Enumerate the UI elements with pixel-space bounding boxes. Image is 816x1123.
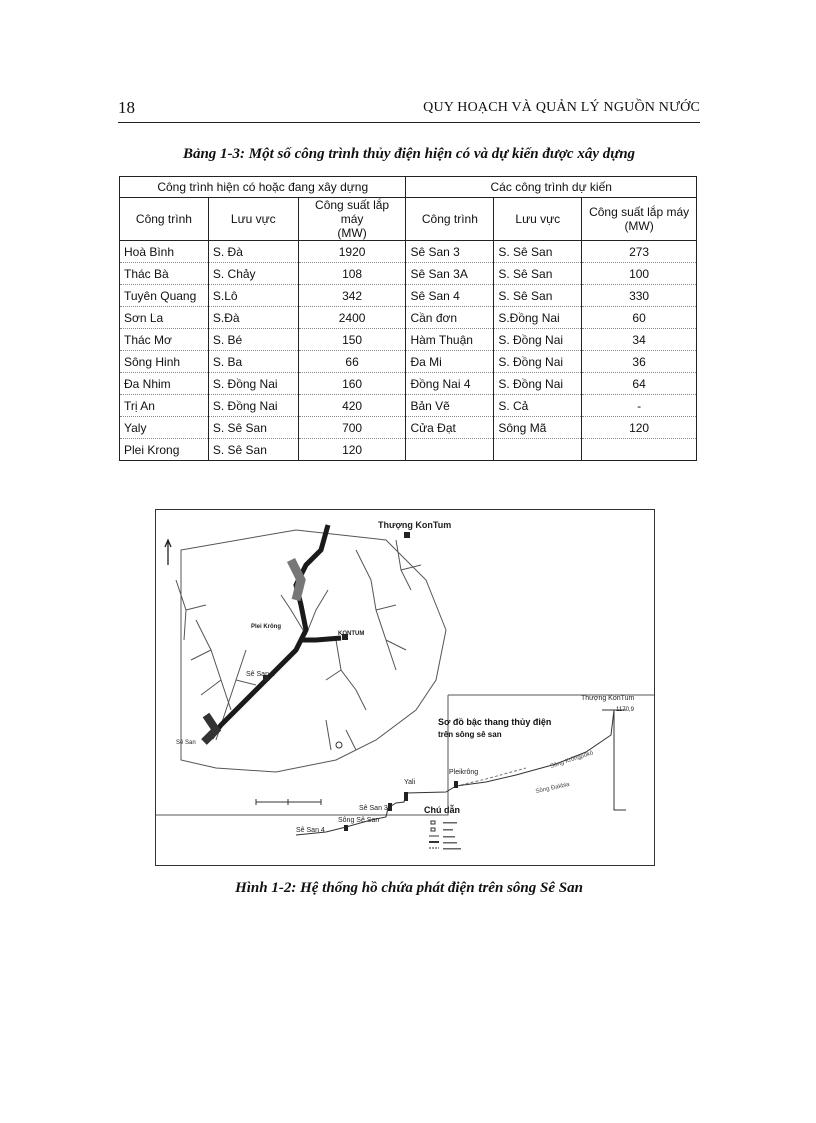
cell-capacity: 120: [582, 417, 697, 439]
legend-symbols: [429, 821, 439, 848]
reservoir-upper: [291, 560, 301, 600]
cell-project: Sê San 4: [406, 285, 494, 307]
table-row: [120, 395, 697, 417]
col-capacity-line2: (MW): [624, 219, 654, 233]
city-marker: [336, 742, 342, 748]
cell-capacity: [582, 439, 697, 461]
cell-project: [406, 439, 494, 461]
cell-capacity: 66: [298, 351, 406, 373]
cell-capacity: 700: [298, 417, 406, 439]
table-row: [120, 241, 697, 263]
cell-basin: S. Đồng Nai: [494, 329, 582, 351]
cell-project: Hoà Bình: [120, 241, 209, 263]
profile-dam-thuong-kontum: [614, 710, 626, 810]
cell-basin: S. Sê San: [208, 439, 298, 461]
map-label-se-san: Sê San: [176, 740, 196, 746]
cell-capacity: 108: [298, 263, 406, 285]
cell-basin: S. Cả: [494, 395, 582, 417]
table-row: [120, 373, 697, 395]
col-project-header: Công trình: [406, 198, 494, 241]
cell-capacity: 64: [582, 373, 697, 395]
cell-basin: S. Sê San: [494, 241, 582, 263]
table-row: [120, 329, 697, 351]
col-capacity-line1: Công suất lắp máy: [315, 198, 390, 226]
cell-capacity: 2400: [298, 307, 406, 329]
map-outline: [181, 530, 446, 772]
col-basin-header: Lưu vực: [208, 198, 298, 241]
col-capacity-header: [582, 198, 697, 241]
cell-capacity: 273: [582, 241, 697, 263]
cell-basin: S.Lô: [208, 285, 298, 307]
profile-title-line2: trên sông sê san: [438, 730, 502, 739]
col-capacity-header: [298, 198, 406, 241]
hydropower-table: [119, 176, 697, 461]
cell-project: Sê San 3A: [406, 263, 494, 285]
cell-capacity: 1920: [298, 241, 406, 263]
col-capacity-line2: (MW): [337, 226, 367, 240]
cell-basin: S. Sê San: [494, 263, 582, 285]
profile-dam-se-san-3: [388, 803, 392, 811]
scale-bar: [256, 799, 321, 805]
legend-title: Chú dẫn: [424, 805, 460, 815]
profile-title-line1: Sơ đồ bậc thang thủy điện: [438, 717, 552, 727]
profile-label-krongpoko: Sông Krôngpôkô: [549, 750, 595, 770]
cell-capacity: 100: [582, 263, 697, 285]
table-row: [120, 285, 697, 307]
cell-basin: S. Đà: [208, 241, 298, 263]
cell-project: Đa Mi: [406, 351, 494, 373]
table-caption: Bảng 1-3: Một số công trình thủy điện hiện có và dự kiến được xây dựng: [182, 146, 636, 162]
col-project-header: Công trình: [120, 198, 209, 241]
cell-basin: S.Đồng Nai: [494, 307, 582, 329]
page-header: [118, 98, 700, 123]
profile-dam-yali: [404, 792, 408, 801]
map-label-se-san-2: Sê San 2: [246, 671, 275, 678]
cell-capacity: 150: [298, 329, 406, 351]
profile-dam-se-san-4: [344, 825, 348, 831]
cell-project: Tuyên Quang: [120, 285, 209, 307]
map-label-plei-krong: Plei Krông: [251, 624, 282, 630]
cell-basin: S. Đồng Nai: [208, 373, 298, 395]
cell-project: Hàm Thuận: [406, 329, 494, 351]
cell-capacity: 330: [582, 285, 697, 307]
table-row: [120, 307, 697, 329]
profile-label-elevation: 1170,9: [616, 707, 634, 713]
table-row: [120, 417, 697, 439]
col-basin-header: Lưu vực: [494, 198, 582, 241]
table-row: [120, 263, 697, 285]
cell-basin: S. Đồng Nai: [494, 351, 582, 373]
se-san-figure: [155, 509, 655, 866]
cell-project: Yaly: [120, 417, 209, 439]
map-label-thuong-kontum: Thượng KonTum: [378, 520, 452, 530]
table-row: [120, 351, 697, 373]
col-capacity-line1: Công suất lắp máy: [589, 205, 690, 219]
cell-capacity: 120: [298, 439, 406, 461]
cell-basin: S. Sê San: [494, 285, 582, 307]
se-san-river: [211, 525, 341, 738]
reservoir-lower: [204, 715, 216, 742]
cell-project: Cần đơn: [406, 307, 494, 329]
profile-label-pleikrong: Pleikrông: [449, 769, 479, 776]
cell-capacity: 34: [582, 329, 697, 351]
profile-label-dakbla: Sông Đakbla: [535, 781, 571, 795]
cell-project: Cửa Đạt: [406, 417, 494, 439]
profile-label-yali: Yali: [404, 779, 416, 786]
cell-capacity: 420: [298, 395, 406, 417]
cell-basin: S. Đồng Nai: [494, 373, 582, 395]
cell-project: Đa Nhim: [120, 373, 209, 395]
north-arrow-icon: [165, 540, 171, 565]
cell-capacity: 160: [298, 373, 406, 395]
cell-basin: S. Bé: [208, 329, 298, 351]
legend-entries: [443, 822, 461, 850]
cell-project: Thác Bà: [120, 263, 209, 285]
cell-capacity: -: [582, 395, 697, 417]
profile-dam-pleikrong: [454, 781, 458, 788]
cell-capacity: 60: [582, 307, 697, 329]
table-row: [120, 439, 697, 461]
cell-basin: Sông Mã: [494, 417, 582, 439]
cell-project: Plei Krong: [120, 439, 209, 461]
cell-basin: S.Đà: [208, 307, 298, 329]
cell-project: Sông Hinh: [120, 351, 209, 373]
profile-label-song-se-san: Sông Sê San: [338, 817, 380, 824]
cell-basin: S. Sê San: [208, 417, 298, 439]
cell-project: Trị An: [120, 395, 209, 417]
cell-project: Sê San 3: [406, 241, 494, 263]
cell-project: Thác Mơ: [120, 329, 209, 351]
cell-project: Bản Vẽ: [406, 395, 494, 417]
profile-label-thuong-kontum: Thượng KonTum: [581, 695, 635, 702]
cell-project: Sơn La: [120, 307, 209, 329]
map-label-kontum: KONTUM: [338, 631, 365, 637]
cell-basin: [494, 439, 582, 461]
se-san-map: [156, 510, 654, 865]
dam-marker: [404, 532, 410, 538]
cell-capacity: 342: [298, 285, 406, 307]
running-title: QUY HOẠCH VÀ QUẢN LÝ NGUỒN NƯỚC: [423, 100, 700, 115]
profile-label-se-san-4: Sê San 4: [296, 827, 325, 834]
cell-capacity: 36: [582, 351, 697, 373]
cell-project: Đồng Nai 4: [406, 373, 494, 395]
profile-label-se-san-3: Sê San 3: [359, 805, 388, 812]
group-planned-header: Các công trình dự kiến: [406, 177, 697, 198]
figure-caption: Hình 1-2: Hệ thống hồ chứa phát điện trên sông Sê San: [235, 880, 583, 896]
page-number: 18: [118, 98, 135, 117]
group-existing-header: Công trình hiện có hoặc đang xây dựng: [120, 177, 406, 198]
cell-basin: S. Ba: [208, 351, 298, 373]
cell-basin: S. Đồng Nai: [208, 395, 298, 417]
cell-basin: S. Chảy: [208, 263, 298, 285]
